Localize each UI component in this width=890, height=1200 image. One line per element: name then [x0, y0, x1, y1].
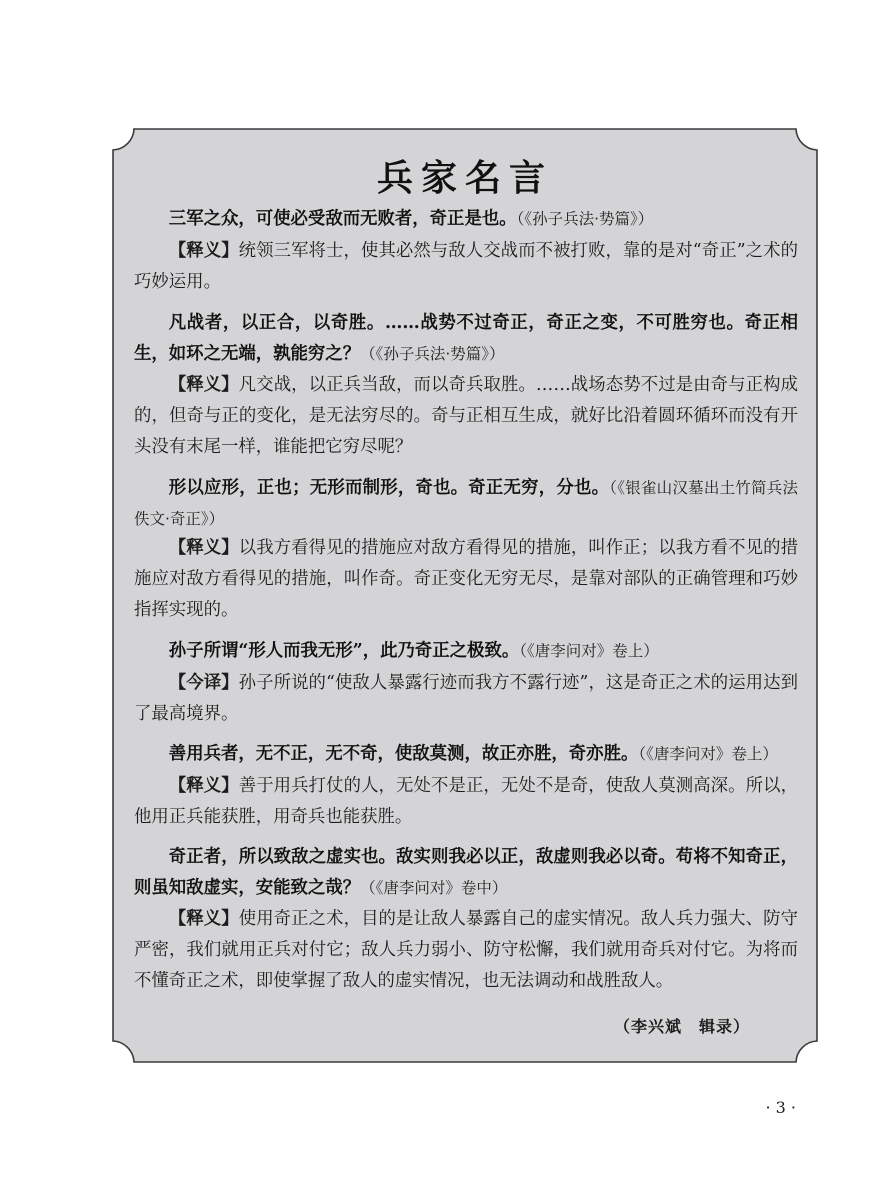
explanation-5-text: 善于用兵打仗的人，无处不是正，无处不是奇，使敌人莫测高深。所以，他用正兵能获胜，用奇兵也能获胜。 — [134, 776, 798, 827]
explanation-4-text: 孙子所说的“使敌人暴露行迹而我方不露行迹”，这是奇正之术的运用达到了最高境界。 — [134, 673, 798, 724]
quote-3-source: （《银雀山汉墓出土竹简兵法佚文·奇正》） — [134, 479, 798, 528]
quote-5 — [134, 739, 798, 770]
quote-2 — [134, 308, 798, 370]
explanation-6-text: 使用奇正之术，目的是让敌人暴露自己的虚实情况。敌人兵力强大、防守严密，我们就用正兵对付它；敌人兵力弱小、防守松懈，我们就用奇兵对付它。为将而不懂奇正之术，即使掌握了敌人的虚实情况，也无法调动和战胜敌人。 — [134, 909, 798, 991]
explanation-1 — [134, 236, 798, 298]
explanation-6-label: 【释义】 — [168, 909, 239, 929]
quote-4 — [134, 636, 798, 667]
panel-content — [112, 128, 818, 1063]
explanation-4 — [134, 668, 798, 730]
explanation-4-label: 【今译】 — [168, 673, 239, 693]
explanation-2 — [134, 370, 798, 463]
quote-1-source: （《孙子兵法·势篇》） — [516, 210, 654, 228]
compiler-credit: （李兴斌 辑录） — [613, 1017, 750, 1036]
explanation-5-label: 【释义】 — [168, 776, 239, 796]
quote-panel — [112, 128, 818, 1063]
quote-6-text: 奇正者，所以致敌之虚实也。敌实则我必以正，敌虚则我必以奇。苟将不知奇正，则虽知敌虚实，安能致之哉？ — [134, 847, 798, 898]
quote-6 — [134, 842, 798, 904]
page-title: 兵家名言 — [376, 158, 553, 199]
quote-5-text: 善用兵者，无不正，无不奇，使敌莫测，故正亦胜，奇亦胜。 — [168, 744, 639, 764]
explanation-2-label: 【释义】 — [168, 375, 239, 395]
page-number: · 3 · — [765, 1098, 796, 1117]
explanation-2-text: 凡交战，以正兵当敌，而以奇兵取胜。……战场态势不过是由奇与正构成的，但奇与正的变化，是无法穷尽的。奇与正相互生成，就好比沿着圆环循环而没有开头没有末尾一样，谁能把它穷尽呢？ — [134, 375, 798, 457]
quote-3 — [134, 473, 798, 535]
quote-5-source: （《唐李问对》卷上） — [638, 745, 778, 763]
explanation-6 — [134, 904, 798, 997]
quote-4-text: 孙子所谓“形人而我无形”，此乃奇正之极致。 — [168, 641, 520, 661]
quote-3-text: 形以应形，正也；无形而制形，奇也。奇正无穷，分也。 — [168, 478, 610, 498]
quote-2-text: 凡战者，以正合，以奇胜。……战势不过奇正，奇正之变，不可胜穷也。奇正相生，如环之无端，孰能穷之？ — [134, 313, 798, 364]
quote-1 — [134, 204, 798, 235]
quote-2-source: （《孙子兵法·势篇》） — [360, 345, 505, 363]
explanation-5 — [134, 771, 798, 833]
explanation-1-text: 统领三军将士，使其必然与敌人交战而不被打败，靠的是对“奇正”之术的巧妙运用。 — [134, 241, 798, 292]
quote-1-text: 三军之众，可使必受敌而无败者，奇正是也。 — [168, 209, 517, 229]
explanation-3 — [134, 533, 798, 626]
explanation-1-label: 【释义】 — [168, 241, 239, 261]
explanation-3-text: 以我方看得见的措施应对敌方看得见的措施，叫作正；以我方看不见的措施应对敌方看得见的措施，叫作奇。奇正变化无穷无尽，是靠对部队的正确管理和巧妙指挥实现的。 — [134, 538, 798, 620]
quote-6-source: （《唐李问对》卷中） — [360, 879, 508, 897]
explanation-3-label: 【释义】 — [168, 538, 239, 558]
quote-4-source: （《唐李问对》卷上） — [519, 642, 659, 660]
